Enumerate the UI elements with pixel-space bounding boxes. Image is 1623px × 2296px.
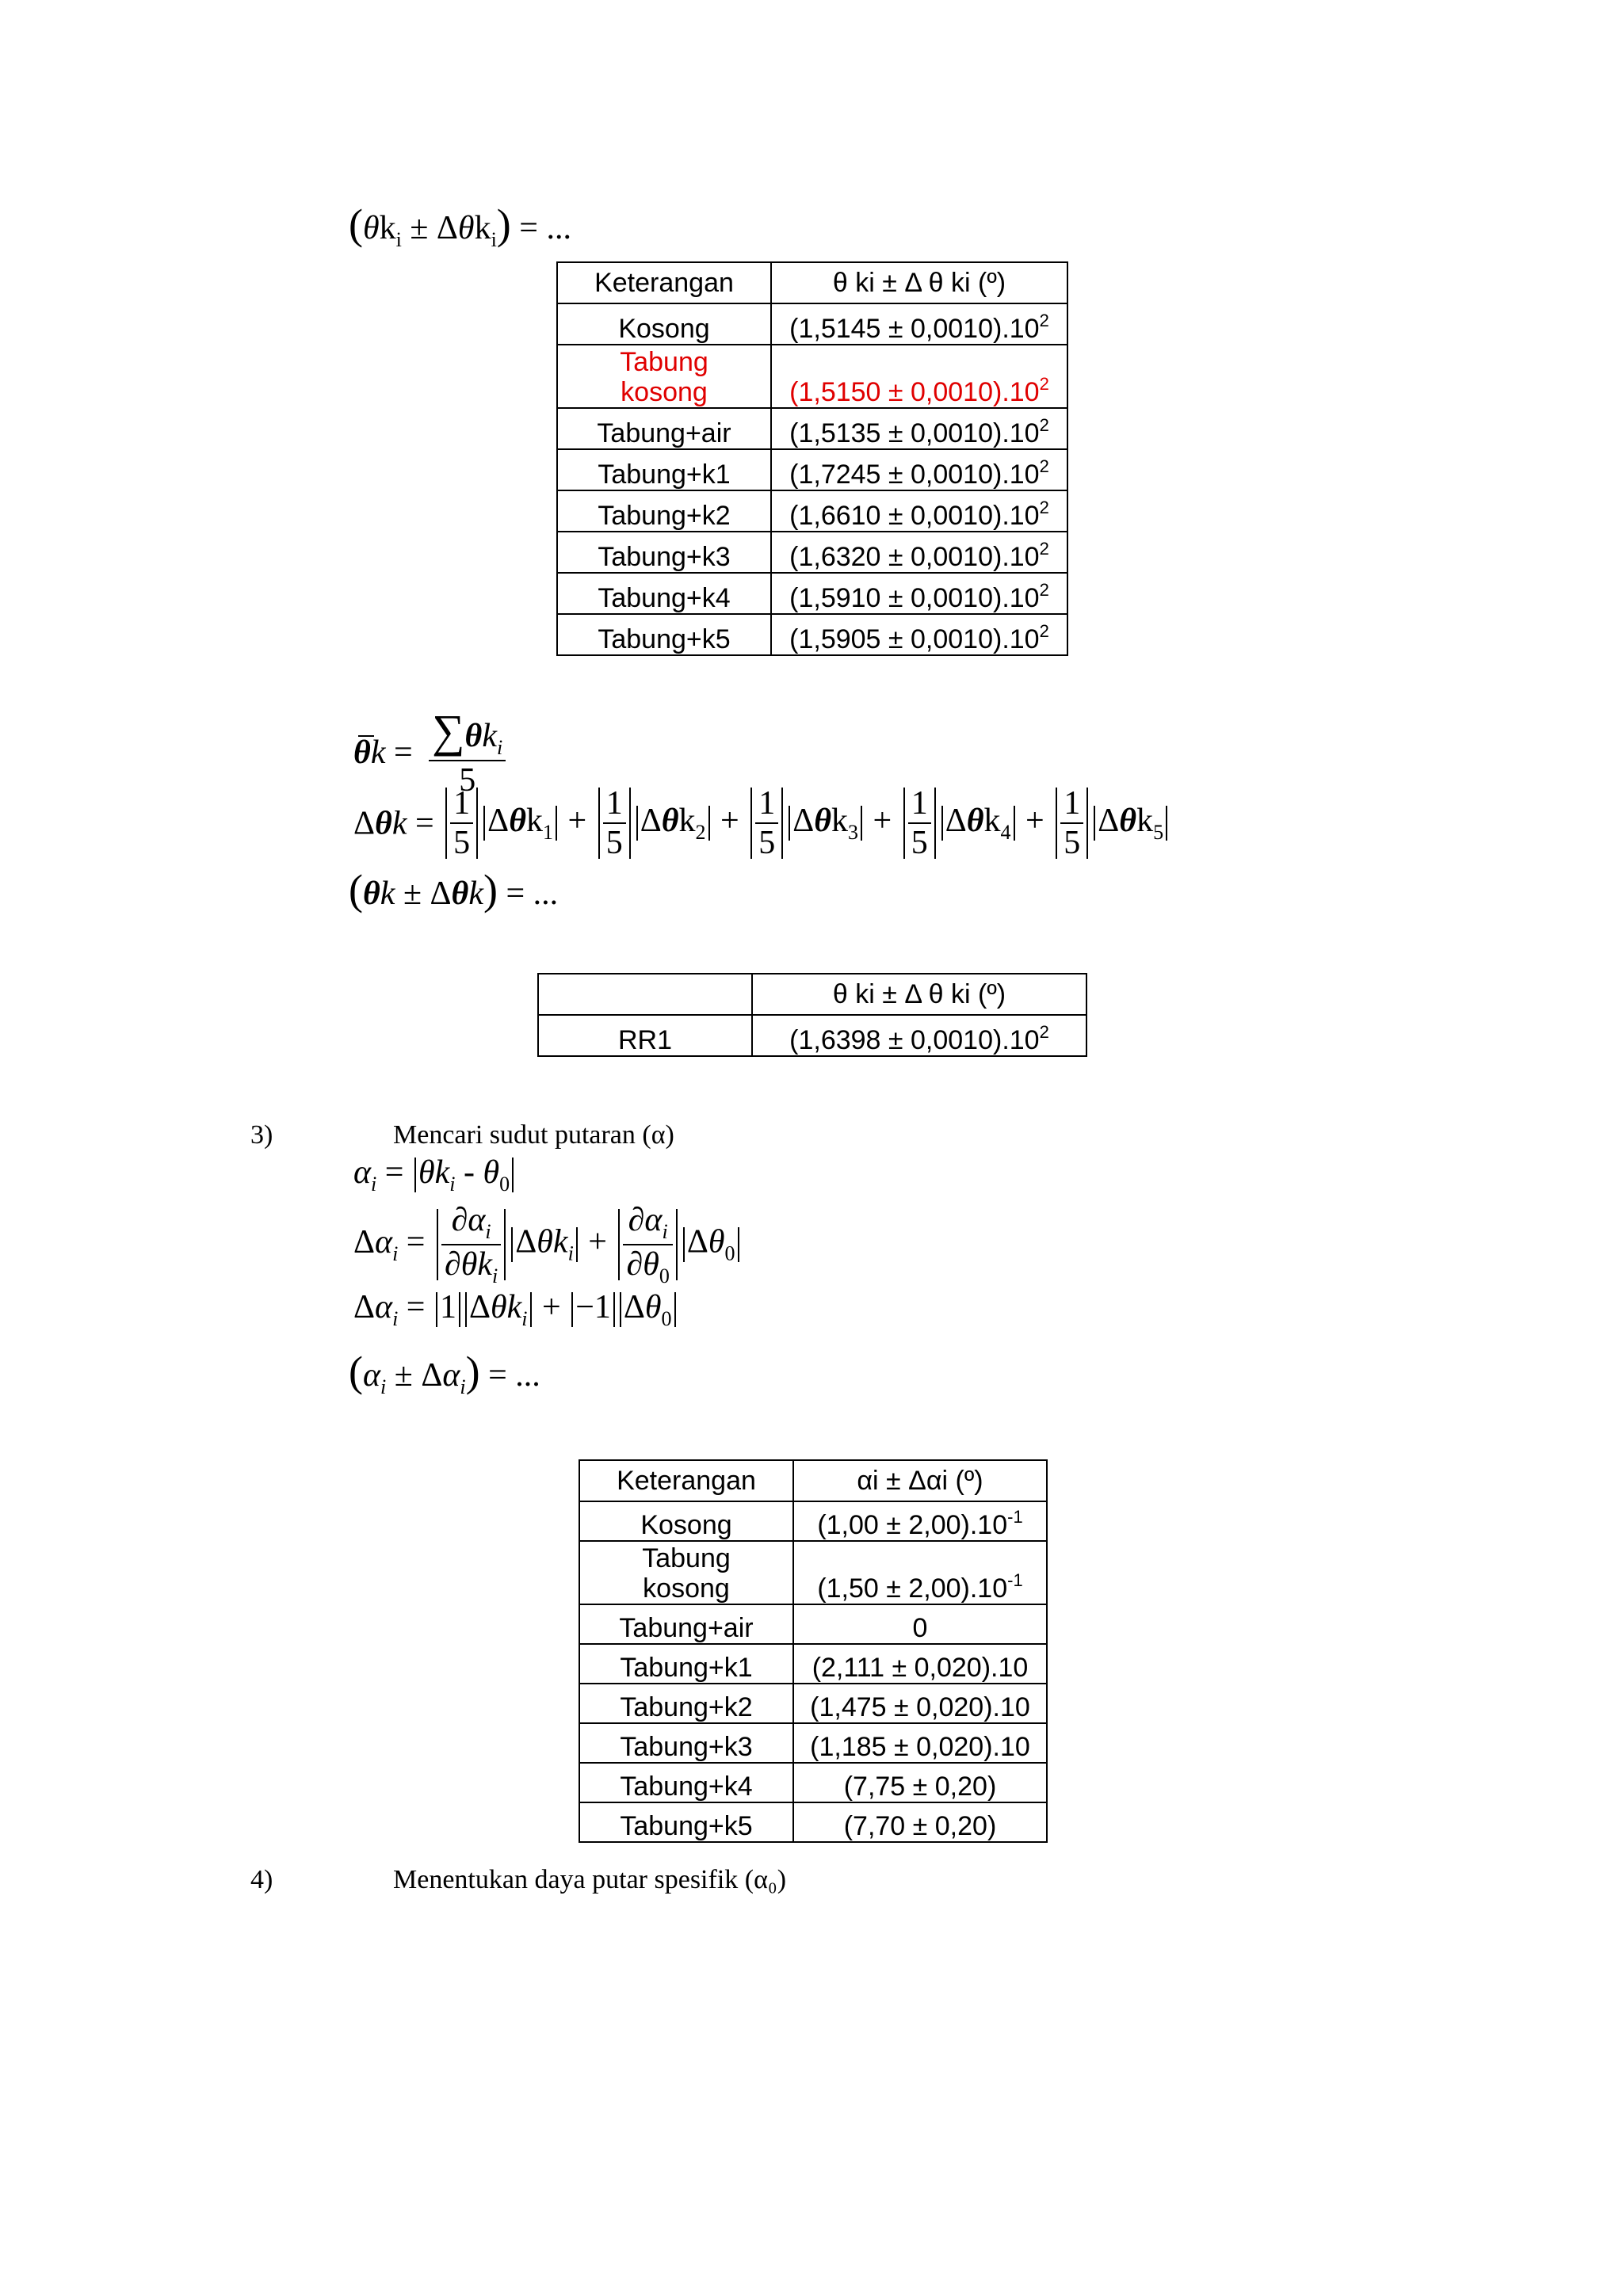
formula-delta-alpha-final: $\Delta\alpha_i = 1$ Δθk$_i$ + −1 $\Delta\theta_0$ [353, 1288, 678, 1331]
row-value: $(1,6320 \pm 0,0010).10^2$ [771, 532, 1067, 573]
table-row [579, 1604, 1047, 1644]
table-row [579, 1802, 1047, 1842]
row-value: (7,75 ± 0,20) [793, 1763, 1047, 1802]
table-row [579, 1723, 1047, 1763]
table-row [538, 1015, 1086, 1056]
row-value: $(1,5905 \pm 0,0010).10^2$ [771, 614, 1067, 655]
row-value: $(1,00 \pm 2,00).10^{-1}$ [793, 1501, 1047, 1541]
step-number: 3) [250, 1120, 273, 1150]
formula-delta-alpha-partial: $\Delta\alpha_i$ = $\frac{\partial\alpha_i}{\partial\theta k_i}$ Δθk$_i$ + $\frac{\partial\alpha_i}{\partial\theta_0}$ $\Delta\theta_0$ [353, 1201, 742, 1288]
formula-alpha: $\alpha_i = \theta k_i - \theta_0$ [353, 1154, 516, 1196]
table-row [579, 1763, 1047, 1802]
row-label: Tabung+k2 [557, 490, 771, 532]
header-keterangan: Keterangan [557, 262, 771, 303]
table-row-highlighted [557, 345, 1067, 408]
row-value: 0 [793, 1604, 1047, 1644]
row-label: Tabung+k4 [557, 573, 771, 614]
row-value: $(1,6398 \pm 0,0010).10^2$ [752, 1015, 1086, 1056]
row-label: Tabung+k1 [579, 1644, 793, 1684]
overbar-mark [358, 735, 374, 737]
table-row [579, 1501, 1047, 1541]
table-header-row [538, 974, 1086, 1015]
row-label: Kosong [557, 303, 771, 345]
row-label: Tabung kosong [579, 1541, 793, 1604]
row-value: (1,475 ± 0,020).10 [793, 1684, 1047, 1723]
row-label: Tabung+k2 [579, 1684, 793, 1723]
alpha-table [579, 1459, 1048, 1843]
table-header-row [579, 1460, 1047, 1501]
table-row [557, 408, 1067, 449]
formula-delta-mean: Δθk = $\frac{1}{5}$ Δθk$_1$ + $\frac{1}{5}$ Δθk$_2$ + $\frac{1}{5}$ Δθk$_3$ + $\frac{1}{5}$ Δθk$_4$ + $\frac{1}{5}$ Δθk$_5$ [353, 784, 1170, 863]
table-row [557, 449, 1067, 490]
formula-mean-theta: θk = $\frac{\sum\theta k_i}{5}$ [353, 705, 506, 799]
header-keterangan: Keterangan [579, 1460, 793, 1501]
row-value: $(1,5145 \pm 0,0010).10^2$ [771, 303, 1067, 345]
row-label: Tabung+k5 [557, 614, 771, 655]
formula-theta-ki: $(\theta k_i \pm \Delta\theta k_i)$ = ... [349, 200, 571, 251]
row-value: $(1,50 \pm 2,00).10^{-1}$ [793, 1541, 1047, 1604]
row-label: Tabung+k4 [579, 1763, 793, 1802]
table-row [557, 532, 1067, 573]
row-value: $(1,5150 \pm 0,0010).10^2$ [771, 345, 1067, 408]
row-value: $(1,6610 \pm 0,0010).10^2$ [771, 490, 1067, 532]
row-label: Tabung+k1 [557, 449, 771, 490]
table-header-row [557, 262, 1067, 303]
step-description: Mencari sudut putaran (α) [393, 1120, 674, 1150]
row-value: $(1,5910 \pm 0,0010).10^2$ [771, 573, 1067, 614]
step-number: 4) [250, 1865, 273, 1894]
header-theta: θ ki ± Δ θ ki (º) [752, 974, 1086, 1015]
table-row [557, 303, 1067, 345]
formula-alpha-result: $(\alpha_i \pm \Delta\alpha_i)$ = ... [349, 1348, 540, 1398]
table-row [557, 573, 1067, 614]
row-value: $(1,5135 \pm 0,0010).10^2$ [771, 408, 1067, 449]
table-row [557, 490, 1067, 532]
table-row [579, 1684, 1047, 1723]
row-label: Tabung+k3 [579, 1723, 793, 1763]
rr1-table [537, 973, 1087, 1057]
row-value: (1,185 ± 0,020).10 [793, 1723, 1047, 1763]
row-label: Kosong [579, 1501, 793, 1541]
row-value: $(1,7245 \pm 0,0010).10^2$ [771, 449, 1067, 490]
formula-mean-result: (θk ± Δθk) = ... [349, 866, 559, 913]
step-description: Menentukan daya putar spesifik (α₀) [393, 1865, 787, 1894]
row-label: Tabung+air [557, 408, 771, 449]
header-empty [538, 974, 752, 1015]
table-row [557, 614, 1067, 655]
theta-ki-table [556, 261, 1068, 656]
header-alpha: αi ± Δαi (º) [793, 1460, 1047, 1501]
row-label: Tabung kosong [557, 345, 771, 408]
row-label: Tabung+k3 [557, 532, 771, 573]
table-row [579, 1644, 1047, 1684]
table-row [579, 1541, 1047, 1604]
row-value: (7,70 ± 0,20) [793, 1802, 1047, 1842]
row-value: (2,111 ± 0,020).10 [793, 1644, 1047, 1684]
row-label: RR1 [538, 1015, 752, 1056]
header-theta: θ ki ± Δ θ ki (º) [771, 262, 1067, 303]
row-label: Tabung+k5 [579, 1802, 793, 1842]
row-label: Tabung+air [579, 1604, 793, 1644]
